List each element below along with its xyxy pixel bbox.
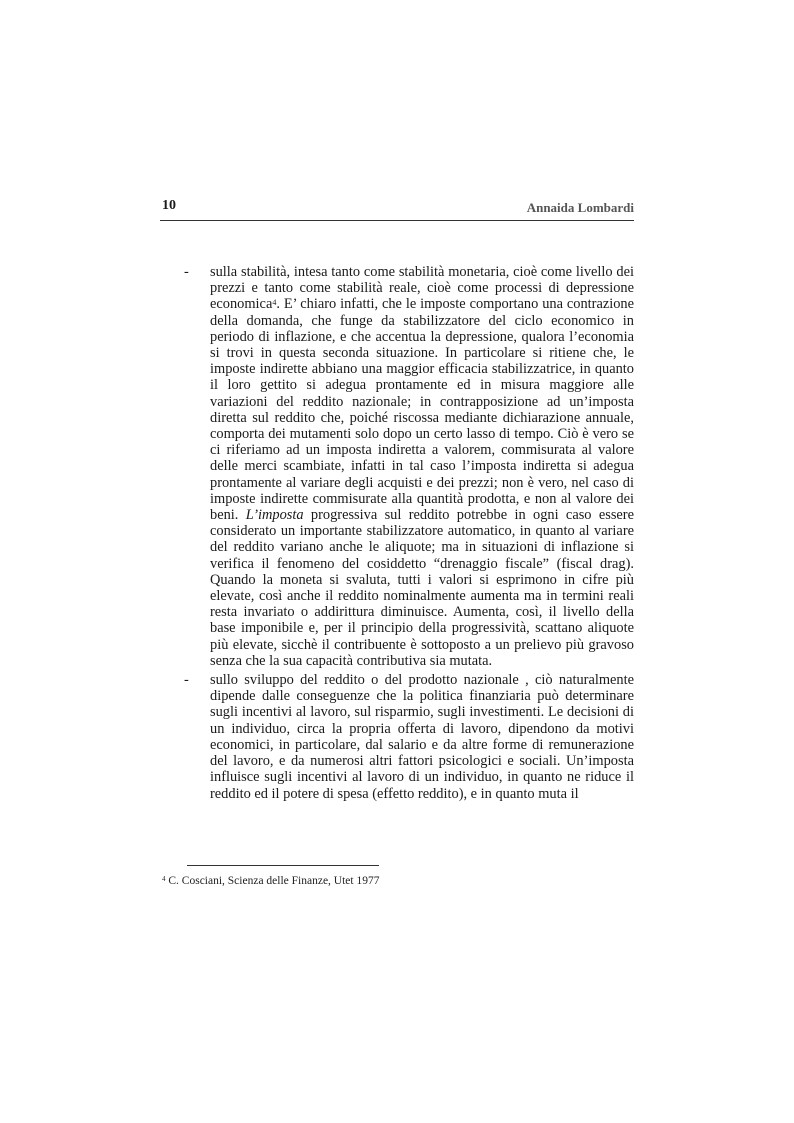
list-item	[160, 672, 634, 802]
paragraph-text: progressiva sul reddito potrebbe in ogni caso essere considerato un importante stabilizzatore automatico, in quanto al variare del reddito variano anche le aliquote; ma in situazioni di inflazione si verifica il fenomeno del cosiddetto “drenaggio fiscale” (fiscal drag). Quando la moneta si svaluta, tutti i valori si esprimono in cifre più elevate, così anche il reddito nominalmente aumenta ma in termini reali resta invariato o addirittura diminuisce. Aumenta, così, il livello della base imponibile e, per il principio della progressività, scattano aliquote più elevate, sicchè il contribuente è sottoposto a un prelievo più gravoso senza che la sua capacità contributiva sia mutata.	[210, 507, 634, 669]
paragraph-text: . E’ chiaro infatti, che le imposte comportano una contrazione della domanda, che funge da stabilizzatore del ciclo economico in periodo di inflazione, e che accentua la depressione, qualora l’economia si trovi in questa seconda situazione. In particolare si ritiene che, le imposte indirette abbiano una maggior efficacia stabilizzatrice, in quanto il loro gettito si adegua prontamente ed in misura maggiore alle variazioni del reddito nazionale; in contrapposizione ad un’imposta diretta sul reddito che, poiché riscossa mediante dichiarazione annuale, comporta dei mutamenti solo dopo un certo lasso di tempo. Ciò è vero se ci riferiamo ad un imposta indiretta a valorem, commisurata al valore delle merci scambiate, infatti in tal caso l’imposta indiretta si adegua prontamente al variare degli acquisti e dei prezzi; non è vero, nel caso di imposte indirette commisurate alla quantità prodotta, e non al valore dei beni.	[210, 296, 634, 524]
footnote-number: 4	[162, 875, 166, 883]
list-dash: -	[184, 672, 189, 689]
running-head-author: Annaida Lombardi	[526, 200, 634, 215]
header-rule	[160, 220, 634, 221]
page-number: 10	[162, 198, 176, 213]
body-list	[160, 264, 634, 805]
paragraph-text: sullo sviluppo del reddito o del prodotto nazionale , ciò naturalmente dipende dalle conseguenze che la politica finanziaria può determinare sugli incentivi al lavoro, sul risparmio, sugli investimenti. Le decisioni di un individuo, circa la propria offerta di lavoro, dipendono da motivi economici, in particolare, dal salario e da altre forme di remunerazione del lavoro, e da numerosi altri fattori psicologici e sociali. Un’imposta influisce sugli incentivi al lavoro di un individuo, in quanto ne riduce il reddito ed il potere di spesa (effetto reddito), e in quanto muta il	[210, 672, 634, 802]
footnote-reference[interactable]: 4	[272, 298, 277, 308]
footnote-text: C. Cosciani, Scienza delle Finanze, Utet 1977	[165, 875, 380, 887]
list-item	[160, 264, 634, 669]
footnote	[162, 875, 379, 887]
emphasis-text: L’imposta	[245, 507, 304, 524]
paragraph-text: sulla stabilità, intesa tanto come stabilità monetaria, cioè come livello dei prezzi e tanto come stabilità reale, cioè come processi di depressione economica	[210, 264, 634, 313]
list-dash: -	[184, 264, 189, 280]
footnote-rule	[187, 865, 379, 866]
